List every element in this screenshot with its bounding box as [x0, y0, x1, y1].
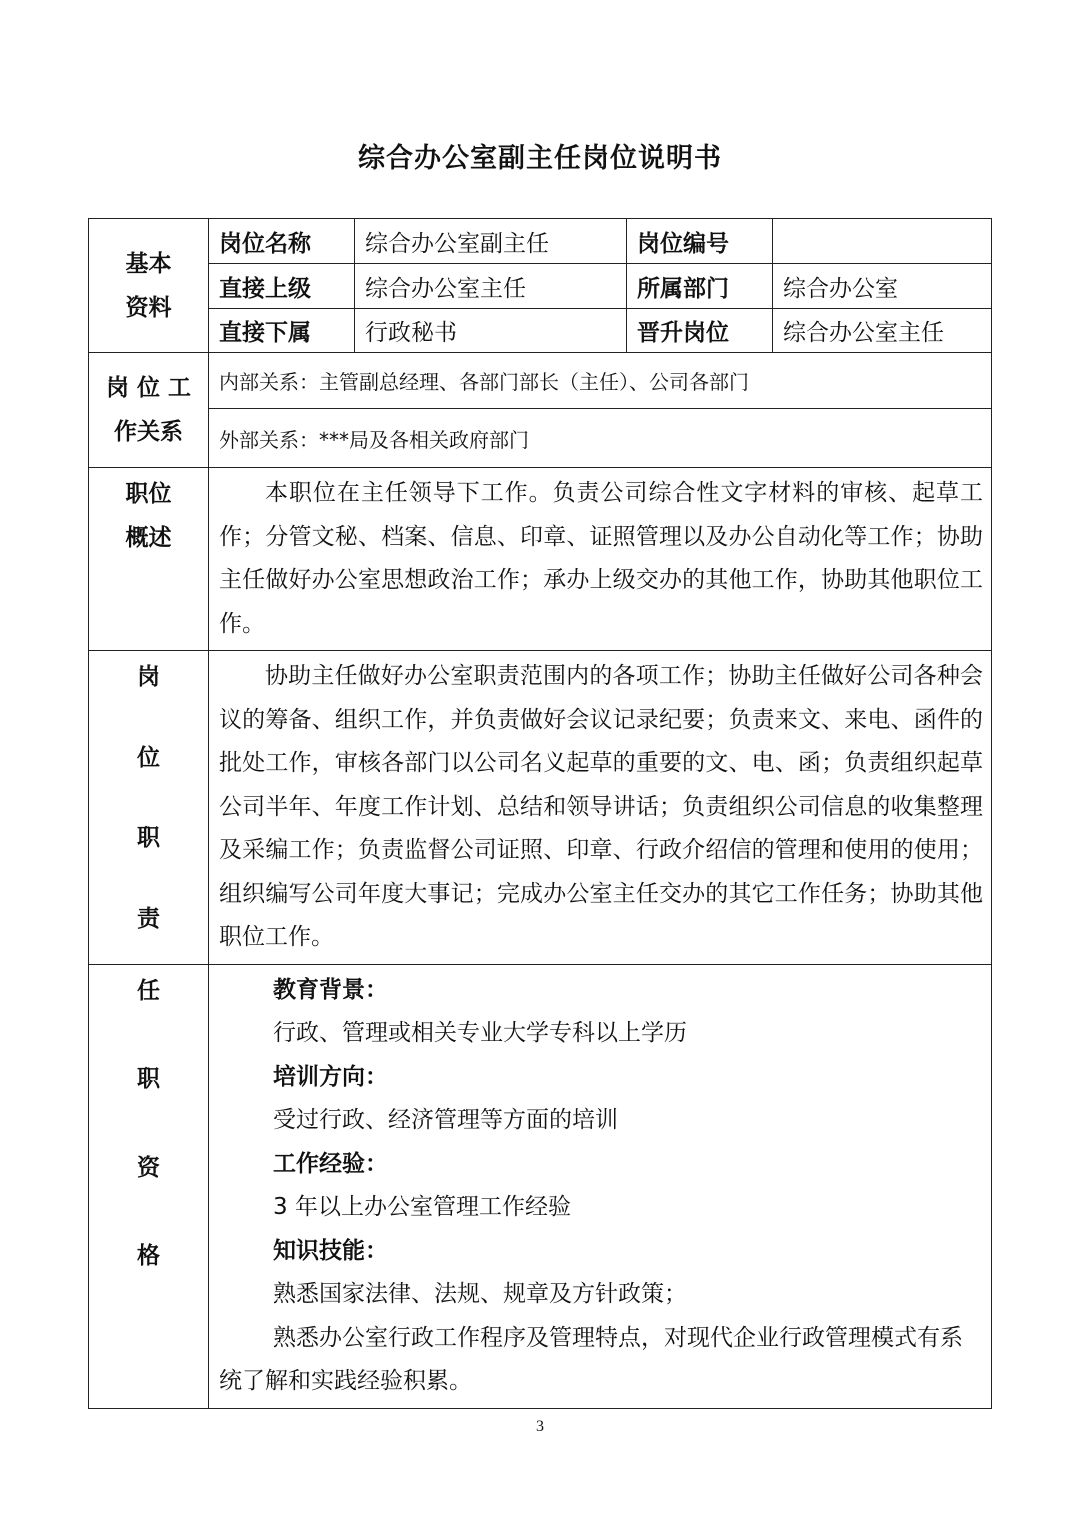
- promotion-position-value: 综合办公室主任: [773, 309, 992, 353]
- basic-row-2: [89, 264, 992, 309]
- overview-header-line-1: 职位: [125, 481, 172, 507]
- direct-superior-value: 综合办公室主任: [355, 264, 627, 309]
- duties-row: [89, 651, 992, 965]
- position-code-label: 岗位编号: [627, 219, 773, 264]
- page-number: 3: [536, 1418, 544, 1435]
- duties-header-char-1: 岗: [137, 664, 160, 690]
- duties-section-header: [89, 651, 209, 965]
- education-value: 行政、管理或相关专业大学专科以上学历: [273, 1020, 687, 1046]
- document-title: 综合办公室副主任岗位说明书: [358, 143, 722, 174]
- duties-header-char-3: 职: [137, 825, 160, 852]
- skills-value-1: 熟悉国家法律、法规、规章及方针政策；: [273, 1281, 687, 1307]
- experience-value: 3 年以上办公室管理工作经验: [273, 1194, 571, 1220]
- training-label: 培训方向：: [273, 1063, 388, 1090]
- overview-row: [89, 468, 992, 651]
- duties-header-char-4: 责: [137, 905, 160, 932]
- basic-row-1: [89, 219, 992, 264]
- job-description-table: [88, 218, 992, 1409]
- education-label: 教育背景：: [273, 976, 388, 1003]
- relations-section-header: [89, 353, 209, 468]
- training-value: 受过行政、经济管理等方面的培训: [273, 1107, 618, 1133]
- experience-label: 工作经验：: [273, 1150, 388, 1177]
- overview-section-header: [89, 468, 209, 651]
- relations-row-internal: [89, 353, 992, 409]
- qual-header-char-3: 资: [137, 1154, 160, 1181]
- relations-row-external: [89, 409, 992, 468]
- department-value: 综合办公室: [773, 264, 992, 309]
- position-name-label: 岗位名称: [209, 219, 355, 264]
- position-code-value: [773, 219, 992, 264]
- position-name-value: 综合办公室副主任: [355, 219, 627, 264]
- department-label: 所属部门: [627, 264, 773, 309]
- overview-text: 本职位在主任领导下工作。负责公司综合性文字材料的审核、起草工作；分管文秘、档案、信息、印章、证照管理以及办公自动化等工作；协助主任做好办公室思想政治工作；承办上级交办的其他工作，协助其他职位工作。: [209, 468, 992, 651]
- qualifications-row: [89, 964, 992, 1408]
- direct-superior-label: 直接上级: [209, 264, 355, 309]
- qual-header-char-4: 格: [137, 1243, 160, 1270]
- duties-header-char-2: 位: [137, 744, 160, 771]
- qual-header-char-1: 任: [137, 977, 160, 1004]
- promotion-position-label: 晋升岗位: [627, 309, 773, 353]
- qualifications-section-header: [89, 964, 209, 1408]
- basic-row-3: [89, 309, 992, 353]
- skills-value-2: 熟悉办公室行政工作程序及管理特点，对现代企业行政管理模式有系统了解和实践经验积累。: [219, 1324, 963, 1394]
- direct-subordinate-value: 行政秘书: [355, 309, 627, 353]
- relations-header-line-2: 作关系: [114, 419, 183, 445]
- qual-header-char-2: 职: [137, 1066, 160, 1093]
- internal-relations: 内部关系：主管副总经理、各部门部长（主任）、公司各部门: [209, 353, 992, 409]
- basic-header-line-1: 基本: [125, 250, 172, 277]
- relations-header-line-1: 岗 位 工: [105, 375, 191, 401]
- duties-text: 协助主任做好办公室职责范围内的各项工作；协助主任做好公司各种会议的筹备、组织工作，并负责做好会议记录纪要；负责来文、来电、函件的批处工作，审核各部门以公司名义起草的重要的文、电、函；负责组织起草公司半年、年度工作计划、总结和领导讲话；负责组织公司信息的收集整理及采编工作；负责监督公司证照、印章、行政介绍信的管理和使用的使用；组织编写公司年度大事记；完成办公室主任交办的其它工作任务；协助其他职位工作。: [209, 651, 992, 965]
- skills-label: 知识技能：: [273, 1237, 388, 1264]
- external-relations: 外部关系：***局及各相关政府部门: [209, 409, 992, 468]
- direct-subordinate-label: 直接下属: [209, 309, 355, 353]
- basic-header-line-2: 资料: [125, 294, 172, 321]
- qualifications-content: [209, 964, 992, 1408]
- overview-header-line-2: 概述: [125, 525, 172, 551]
- basic-section-header: [89, 219, 209, 353]
